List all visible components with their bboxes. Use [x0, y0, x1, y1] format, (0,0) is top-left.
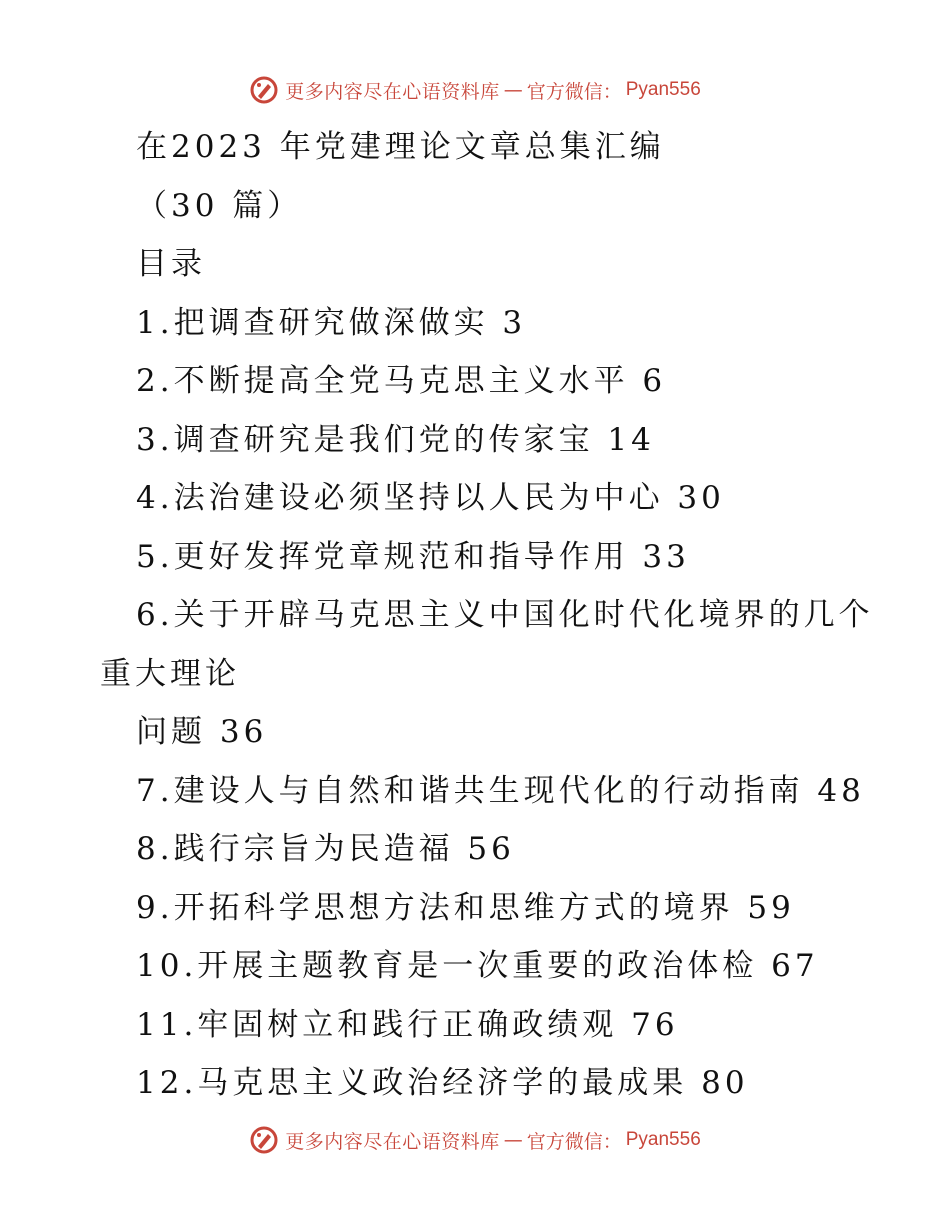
pen-logo-icon — [249, 1125, 279, 1155]
pen-logo-icon — [249, 75, 279, 105]
article-count: （30 篇） — [136, 187, 303, 224]
toc-item: 1.把调查研究做深做实 3 — [136, 304, 527, 341]
toc-item: 8.践行宗旨为民造福 56 — [136, 831, 515, 867]
toc-item: 2.不断提高全党马克思主义水平 6 — [136, 363, 667, 399]
banner-wechat-id: Pyan556 — [625, 1129, 701, 1150]
banner-separator: — — [503, 79, 523, 101]
document-title: 在2023 年党建理论文章总集汇编 — [136, 129, 665, 165]
toc-item: 4.法治建设必须坚持以人民为中心 30 — [136, 480, 725, 516]
banner-text: 更多内容尽在心语资料库 — [285, 80, 500, 103]
toc-item: 7.建设人与自然和谐共生现代化的行动指南 48 — [136, 772, 865, 809]
banner-separator: — — [503, 1129, 523, 1151]
banner-wechat-id: Pyan556 — [625, 79, 701, 100]
toc-item: 11.牢固树立和践行正确政绩观 76 — [136, 1006, 679, 1043]
toc-item: 12.马克思主义政治经济学的最成果 80 — [136, 1065, 749, 1101]
toc-heading: 目录 — [136, 246, 206, 282]
banner-wechat-label: 官方微信： — [526, 80, 622, 103]
header-banner — [0, 70, 950, 110]
toc-item: 3.调查研究是我们党的传家宝 14 — [136, 421, 655, 458]
banner-wechat-label: 官方微信： — [526, 1130, 622, 1153]
document-body — [0, 118, 950, 1113]
toc-item: 10.开展主题教育是一次重要的政治体检 67 — [136, 948, 819, 984]
toc-item: 9.开拓科学思想方法和思维方式的境界 59 — [136, 889, 795, 926]
toc-item-continuation: 问题 36 — [136, 714, 268, 750]
toc-item: 5.更好发挥党章规范和指导作用 33 — [136, 538, 690, 575]
footer-banner — [0, 1120, 950, 1160]
toc-item: 6.关于开辟马克思主义中国化时代化境界的几个 — [136, 597, 874, 633]
banner-text: 更多内容尽在心语资料库 — [285, 1130, 500, 1153]
toc-item-continuation: 重大理论 — [100, 655, 240, 692]
